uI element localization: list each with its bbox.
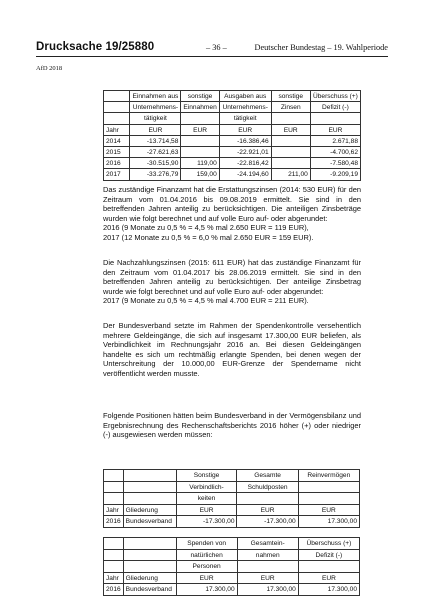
paragraph-text: Das zuständige Finanzamt hat die Erstattungszinsen (2014: 530 EUR) für den Zeitraum vom 01.04.2016 bis 09.08.2019 ermittelt. Sie sind in den betreffenden Jahren anteilig zu berücksichtigen. Die anteiligen Zinsbeträge wurden wie folgt berechnet und auf volle Euro auf- oder abgerundet: [103, 185, 361, 223]
table-row [104, 516, 360, 528]
unit-cell: EUR [310, 124, 360, 135]
table-header-cell [237, 493, 298, 505]
table-header-cell: Defizit (-) [310, 102, 360, 113]
year-cell: 2015 [104, 146, 130, 157]
paragraph-spendenkontrolle: Der Bundesverband setzte im Rahmen der Spendenkontrolle versehentlich mehrere Geldeingänge, die sich auf insgesamt 17.300,00 EUR beliefen, als Verbindlichkeit im Rechnungsjahr 2016 an. Bei diesen Geldeingängen handelte es sich um rechtmäßig erlangte Spenden, bei denen wegen der Unterschreitung der 10.000,00 EUR-Grenze der Spendername nicht veröffentlicht werden musste. [103, 321, 361, 378]
value-cell: -17.300,00 [237, 516, 298, 528]
table-row [104, 135, 361, 146]
table-header-cell: Reinvermögen [298, 470, 359, 482]
value-cell [271, 158, 310, 169]
table-header-row [104, 538, 360, 550]
table-header-cell: Zinsen [271, 102, 310, 113]
gliederung-cell: Bundesverband [123, 584, 176, 596]
table-header-cell: Überschuss (+) [298, 538, 359, 550]
value-cell: -4.700,62 [310, 146, 360, 157]
table-header-cell: Spenden von [176, 538, 237, 550]
year-header: Jahr [104, 124, 130, 135]
unit-cell: EUR [237, 572, 298, 584]
table-header-cell [104, 538, 124, 550]
table-header-cell [123, 481, 176, 493]
table-header-cell [104, 91, 130, 102]
unit-cell: EUR [237, 504, 298, 516]
table-header-cell: Schuldposten [237, 481, 298, 493]
party-year-label: AfD 2018 [36, 65, 63, 72]
table-header-cell: Defizit (-) [298, 549, 359, 561]
table-units-row [104, 124, 361, 135]
document-number: Drucksache 19/25880 [36, 41, 155, 53]
table-header-cell [104, 102, 130, 113]
value-cell: -9.209,19 [310, 169, 360, 180]
table-header-cell: Sonstige [176, 470, 237, 482]
value-cell: -13.714,58 [130, 135, 181, 146]
value-cell: -30.515,90 [130, 158, 181, 169]
table-header-cell: Verbindlich- [176, 481, 237, 493]
value-cell: -7.580,48 [310, 158, 360, 169]
table-row [104, 146, 361, 157]
table-header-row [104, 102, 361, 113]
paragraph-nachzahlungszinsen [103, 258, 361, 306]
table-header-cell [123, 538, 176, 550]
table-row [104, 169, 361, 180]
year-cell: 2016 [104, 158, 130, 169]
parliament-period: Deutscher Bundestag – 19. Wahlperiode [254, 43, 388, 52]
unit-cell: EUR [219, 124, 271, 135]
table-header-cell [298, 481, 359, 493]
header-rule [36, 56, 388, 57]
table-header-cell [104, 493, 124, 505]
table-header-row [104, 470, 360, 482]
table-header-cell: sonstige [271, 91, 310, 102]
table-units-row [104, 504, 360, 516]
value-cell: 119,00 [181, 158, 219, 169]
value-cell: 17.300,00 [298, 516, 359, 528]
table-header-cell [104, 549, 124, 561]
table-header-cell [181, 113, 219, 124]
gliederung-cell: Bundesverband [123, 516, 176, 528]
table-header-cell: Gesamte [237, 470, 298, 482]
value-cell: -16.386,46 [219, 135, 271, 146]
unit-cell: EUR [298, 504, 359, 516]
table-header-cell: Gesamtein- [237, 538, 298, 550]
income-table [103, 537, 360, 596]
table-header-cell: Einnahmen aus [130, 91, 181, 102]
value-cell: 17.300,00 [237, 584, 298, 596]
value-cell: -27.621,63 [130, 146, 181, 157]
unit-cell: EUR [298, 572, 359, 584]
balance-table [103, 469, 360, 528]
table-header-cell [298, 561, 359, 573]
table-header-cell [104, 470, 124, 482]
table-units-row [104, 572, 360, 584]
gliederung-header: Gliederung [123, 504, 176, 516]
value-cell: -33.276,79 [130, 169, 181, 180]
table-header-cell: natürlichen [176, 549, 237, 561]
table-header-row [104, 493, 360, 505]
table-header-cell: Unternehmens- [219, 102, 271, 113]
year-cell: 2014 [104, 135, 130, 146]
table-header-row [104, 113, 361, 124]
unit-cell: EUR [181, 124, 219, 135]
table-header-cell [123, 493, 176, 505]
page-number: – 36 – [206, 43, 227, 52]
year-cell: 2016 [104, 584, 124, 596]
gliederung-header: Gliederung [123, 572, 176, 584]
table-header-cell [104, 113, 130, 124]
year-cell: 2017 [104, 169, 130, 180]
paragraph-positionen: Folgende Positionen hätten beim Bundesverband in der Vermögensbilanz und Ergebnisrechnung des Rechenschaftsberichts 2016 höher (+) oder niedriger (-) ausgewiesen werden müssen: [103, 411, 361, 440]
paragraph-line: 2016 (9 Monate zu 0,5 % = 4,5 % mal 2.650 EUR = 119 EUR), [103, 223, 309, 233]
page-header [36, 41, 388, 55]
value-cell: 2.671,88 [310, 135, 360, 146]
table-header-cell [104, 561, 124, 573]
value-cell: -24.194,60 [219, 169, 271, 180]
table-header-cell [298, 493, 359, 505]
table-header-cell: Personen [176, 561, 237, 573]
table-row [104, 584, 360, 596]
paragraph-line: 2017 (9 Monate zu 0,5 % = 4,5 % mal 4.700 EUR = 211 EUR). [103, 296, 309, 306]
table-header-cell [123, 549, 176, 561]
unit-cell: EUR [130, 124, 181, 135]
table-header-cell: Ausgaben aus [219, 91, 271, 102]
interest-table [103, 90, 361, 181]
table-header-cell: Überschuss (+) [310, 91, 360, 102]
table-header-row [104, 91, 361, 102]
table-header-cell: tätigkeit [219, 113, 271, 124]
value-cell [271, 146, 310, 157]
year-cell: 2016 [104, 516, 124, 528]
value-cell [181, 135, 219, 146]
table-header-cell: sonstige [181, 91, 219, 102]
table-header-cell [123, 470, 176, 482]
table-header-cell [104, 481, 124, 493]
table-header-cell [310, 113, 360, 124]
value-cell: 17.300,00 [298, 584, 359, 596]
table-header-cell [237, 561, 298, 573]
table-header-row [104, 561, 360, 573]
value-cell: -17.300,00 [176, 516, 237, 528]
table-header-cell: Unternehmens- [130, 102, 181, 113]
unit-cell: EUR [271, 124, 310, 135]
table-header-cell: Einnahmen [181, 102, 219, 113]
value-cell [271, 135, 310, 146]
year-header: Jahr [104, 572, 124, 584]
unit-cell: EUR [176, 572, 237, 584]
value-cell: -22.816,42 [219, 158, 271, 169]
table-header-cell [271, 113, 310, 124]
paragraph-line: 2017 (12 Monate zu 0,5 % = 6,0 % mal 2.650 EUR = 159 EUR). [103, 232, 314, 242]
value-cell [181, 146, 219, 157]
paragraph-text: Die Nachzahlungszinsen (2015: 611 EUR) hat das zuständige Finanzamt für den Zeitraum vom 01.04.2017 bis 28.06.2019 ermittelt. Sie sind in den betreffenden Jahren anteilig zu berücksichtigen. Der anteilige Zinsbetrag wurde wie folgt berechnet und auf volle Euro auf- oder abgerundet: [103, 258, 361, 296]
table-header-row [104, 549, 360, 561]
value-cell: 211,00 [271, 169, 310, 180]
paragraph-erstattungszinsen [103, 185, 361, 243]
table-header-row [104, 481, 360, 493]
table-header-cell: nahmen [237, 549, 298, 561]
table-header-cell [123, 561, 176, 573]
table-header-cell: keiten [176, 493, 237, 505]
value-cell: 17.300,00 [176, 584, 237, 596]
unit-cell: EUR [176, 504, 237, 516]
value-cell: 159,00 [181, 169, 219, 180]
value-cell: -22.921,01 [219, 146, 271, 157]
table-row [104, 158, 361, 169]
table-header-cell: tätigkeit [130, 113, 181, 124]
year-header: Jahr [104, 504, 124, 516]
